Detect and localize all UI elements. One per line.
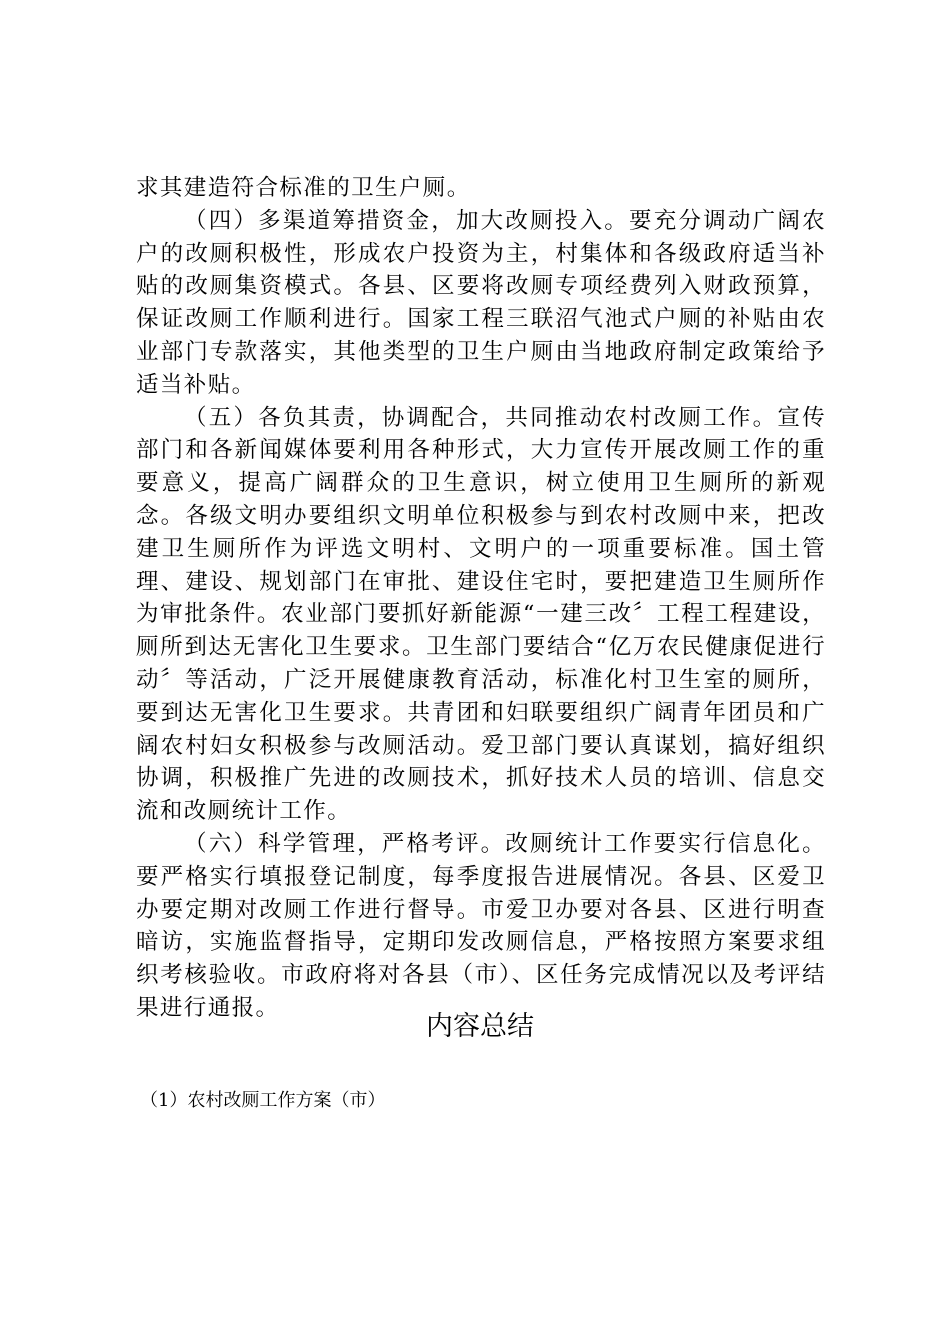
summary-list-item: （1）农村改厕工作方案（市） xyxy=(140,1090,386,1111)
document-body xyxy=(136,172,826,1025)
paragraph-section-5: （五）各负其责，协调配合，共同推动农村改厕工作。宣传部门和各新闻媒体要利用各种形式，大力宣传开展改厕工作的重要意义，提高广阔群众的卫生意识，树立使用卫生厕所的新观念。各级文明办要组织文明单位积极参与到农村改厕中来，把改建卫生厕所作为评选文明村、文明户的一项重要标准。国土管理、建设、规划部门在审批、建设住宅时，要把建造卫生厕所作为审批条件。农业部门要抓好新能源“一建三改〞工程工程建设，厕所到达无害化卫生要求。卫生部门要结合“亿万农民健康促进行动〞等活动，广泛开展健康教育活动，标准化村卫生室的厕所，要到达无害化卫生要求。共青团和妇联要组织广阔青年团员和广阔农村妇女积极参与改厕活动。爱卫部门要认真谋划，搞好组织协调，积极推广先进的改厕技术，抓好技术人员的培训、信息交流和改厕统计工作。 xyxy=(136,404,826,825)
paragraph-continuation: 求其建造符合标准的卫生户厕。 xyxy=(136,175,471,201)
paragraph-section-6: （六）科学管理，严格考评。改厕统计工作要实行信息化。要严格实行填报登记制度，每季度报告进展情况。各县、区爱卫办要定期对改厕工作进行督导。市爱卫办要对各县、区进行明查暗访，实施监督指导，定期印发改厕信息，严格按照方案要求组织考核验收。市政府将对各县（市）、区任务完成情况以及考评结果进行通报。 xyxy=(136,830,826,1021)
summary-heading: 内容总结 xyxy=(426,1011,534,1042)
paragraph-section-4: （四）多渠道筹措资金，加大改厕投入。要充分调动广阔农户的改厕积极性，形成农户投资为主，村集体和各级政府适当补贴的改厕集资模式。各县、区要将改厕专项经费列入财政预算，保证改厕工作顺利进行。国家工程三联沼气池式户厕的补贴由农业部门专款落实，其他类型的卫生户厕由当地政府制定政策给予适当补贴。 xyxy=(136,207,826,398)
